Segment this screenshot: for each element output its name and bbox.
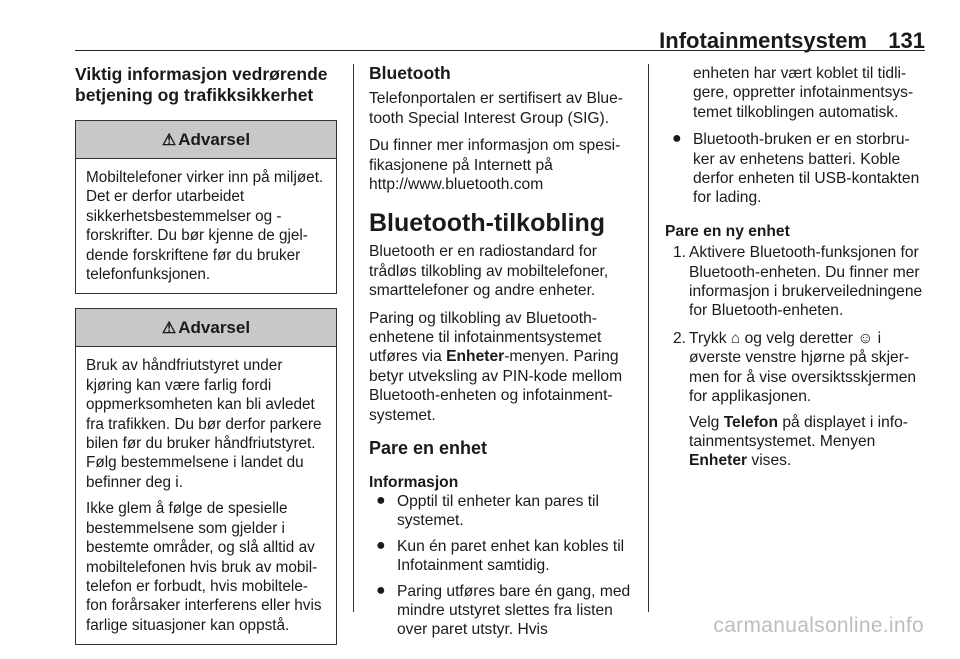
warning-header — [76, 309, 336, 347]
pair-new-device-heading: Pare en ny enhet — [665, 222, 790, 240]
bullet-icon: ● — [672, 130, 682, 148]
paragraph — [369, 309, 633, 425]
column-divider — [648, 64, 649, 612]
warning-header — [76, 121, 336, 159]
pair-device-heading: Pare en enhet — [369, 438, 488, 459]
text-run: Trykk — [689, 329, 731, 347]
section-heading: Viktig informasjon vedrørende betjening og trafikksikkerhet — [75, 64, 328, 105]
list-item-text: Kun én paret enhet kan kobles til Infotainment samtidig. — [397, 537, 625, 575]
warning-text: Mobiltelefoner virker inn på miljøet. Det er derfor utarbeidet sikkerhetsbestemmelser og -forskrifter. Du bør kjenne de gjel-dende forskriftene før du bruker telefonfunksjonen. — [86, 169, 324, 284]
watermark: carmanualsonline.info — [713, 614, 924, 637]
warning-box-2 — [75, 308, 337, 645]
bullet-icon: ● — [376, 491, 386, 509]
text-run: på displayet i info-tainmentsystemet. Menyen — [689, 413, 909, 450]
page-number: 131 — [888, 28, 925, 53]
page-header — [75, 28, 925, 53]
column-left — [75, 64, 337, 659]
text-run: Velg — [689, 413, 724, 431]
text-run: Paring og tilkobling av Bluetooth-enhetene til infotainmentsystemet utføres via — [369, 309, 602, 366]
list-item-text: Bluetooth-bruken er en storbru-ker av enhetens batteri. Koble derfor enheten til USB-kontakten for lading. — [693, 131, 920, 207]
warning-text: Bruk av håndfriutstyret under kjøring kan være farlig fordi oppmerksomheten kan bli avledet fra trafikken. Du bør derfor parkere bilen før du bruker håndfriutstyret. Følg bestemmelsene i landet du befinner deg i. — [86, 357, 322, 491]
warning-body — [76, 159, 336, 293]
list-item — [665, 130, 925, 208]
warning-label: Advarsel — [178, 318, 251, 338]
warning-box-1 — [75, 120, 337, 294]
info-heading: Informasjon — [369, 473, 459, 491]
step-text — [689, 330, 916, 405]
step-text: Aktivere Bluetooth-funksjonen for Bluetooth-enheten. Du finner mer informasjon i brukerveiledningene for Bluetooth-enheten. — [689, 244, 923, 320]
paragraph: Telefonportalen er sertifisert av Blue-tooth Special Interest Group (SIG). — [369, 90, 623, 127]
home-icon: ⌂ — [730, 329, 741, 347]
column-middle — [369, 64, 633, 646]
warning-triangle-icon: ⚠ — [161, 320, 177, 338]
menu-term: Telefon — [723, 413, 778, 431]
step-item — [665, 243, 925, 321]
column-divider — [353, 64, 354, 612]
bullet-icon: ● — [376, 536, 386, 554]
warning-triangle-icon: ⚠ — [161, 132, 177, 149]
text-run: vises. — [747, 452, 792, 470]
list-item — [369, 537, 633, 576]
text-run: -menyen. Paring betyr utveksling av PIN-kode mellom Bluetooth-enheten og infotainment-systemet. — [369, 348, 623, 424]
paragraph: Du finner mer informasjon om spesi-fikasjonene på Internett på http://www.bluetooth.com — [369, 137, 621, 194]
menu-term: Enheter — [689, 452, 748, 470]
warning-body — [76, 347, 336, 644]
warning-label: Advarsel — [178, 130, 251, 149]
info-list — [369, 492, 633, 640]
bluetooth-connection-heading: Bluetooth-tilkobling — [369, 209, 606, 238]
text-run: og velg deretter — [740, 329, 858, 347]
step-subparagraph — [689, 413, 925, 471]
list-item-text: Opptil til enheter kan pares til systemet. — [397, 492, 599, 530]
list-item-continuation: enheten har vært koblet til tidli-gere, oppretter infotainmentsys-temet tilkoblingen automatisk. — [693, 65, 914, 121]
bluetooth-heading: Bluetooth — [369, 63, 451, 83]
menu-term: Enheter — [446, 348, 505, 366]
step-number: 1. — [673, 244, 687, 262]
steps-list — [665, 243, 925, 470]
list-item-text: Paring utføres bare én gang, med mindre utstyret slettes fra listen over paret utstyr. Hvis — [397, 582, 631, 639]
header-rule — [75, 50, 925, 51]
paragraph: Bluetooth er en radiostandard for trådløs tilkobling av mobiltelefoner, smarttelefoner og andre enheter. — [369, 243, 609, 300]
column-right — [665, 64, 925, 479]
list-item — [369, 492, 633, 531]
warning-text: Ikke glem å følge de spesielle bestemmelsene som gjelder i bestemte områder, og slå alltid av mobiltelefonen hvis bruk av mobil-telefon er forbudt, hvis mobiltele-fon forårsaker interferens eller hvis farlige situasjoner kan oppstå. — [86, 500, 322, 634]
list-item — [369, 582, 633, 640]
step-number: 2. — [673, 329, 687, 347]
step-item — [665, 329, 925, 471]
info-list — [665, 130, 925, 208]
text-run: i øverste venstre hjørne på skjer-men for å vise oversiktsskjermen for applikasjonen. — [689, 329, 917, 406]
apps-icon: ☺ — [857, 329, 874, 347]
page-title: Infotainmentsystem — [659, 28, 867, 53]
bullet-icon: ● — [376, 581, 386, 599]
